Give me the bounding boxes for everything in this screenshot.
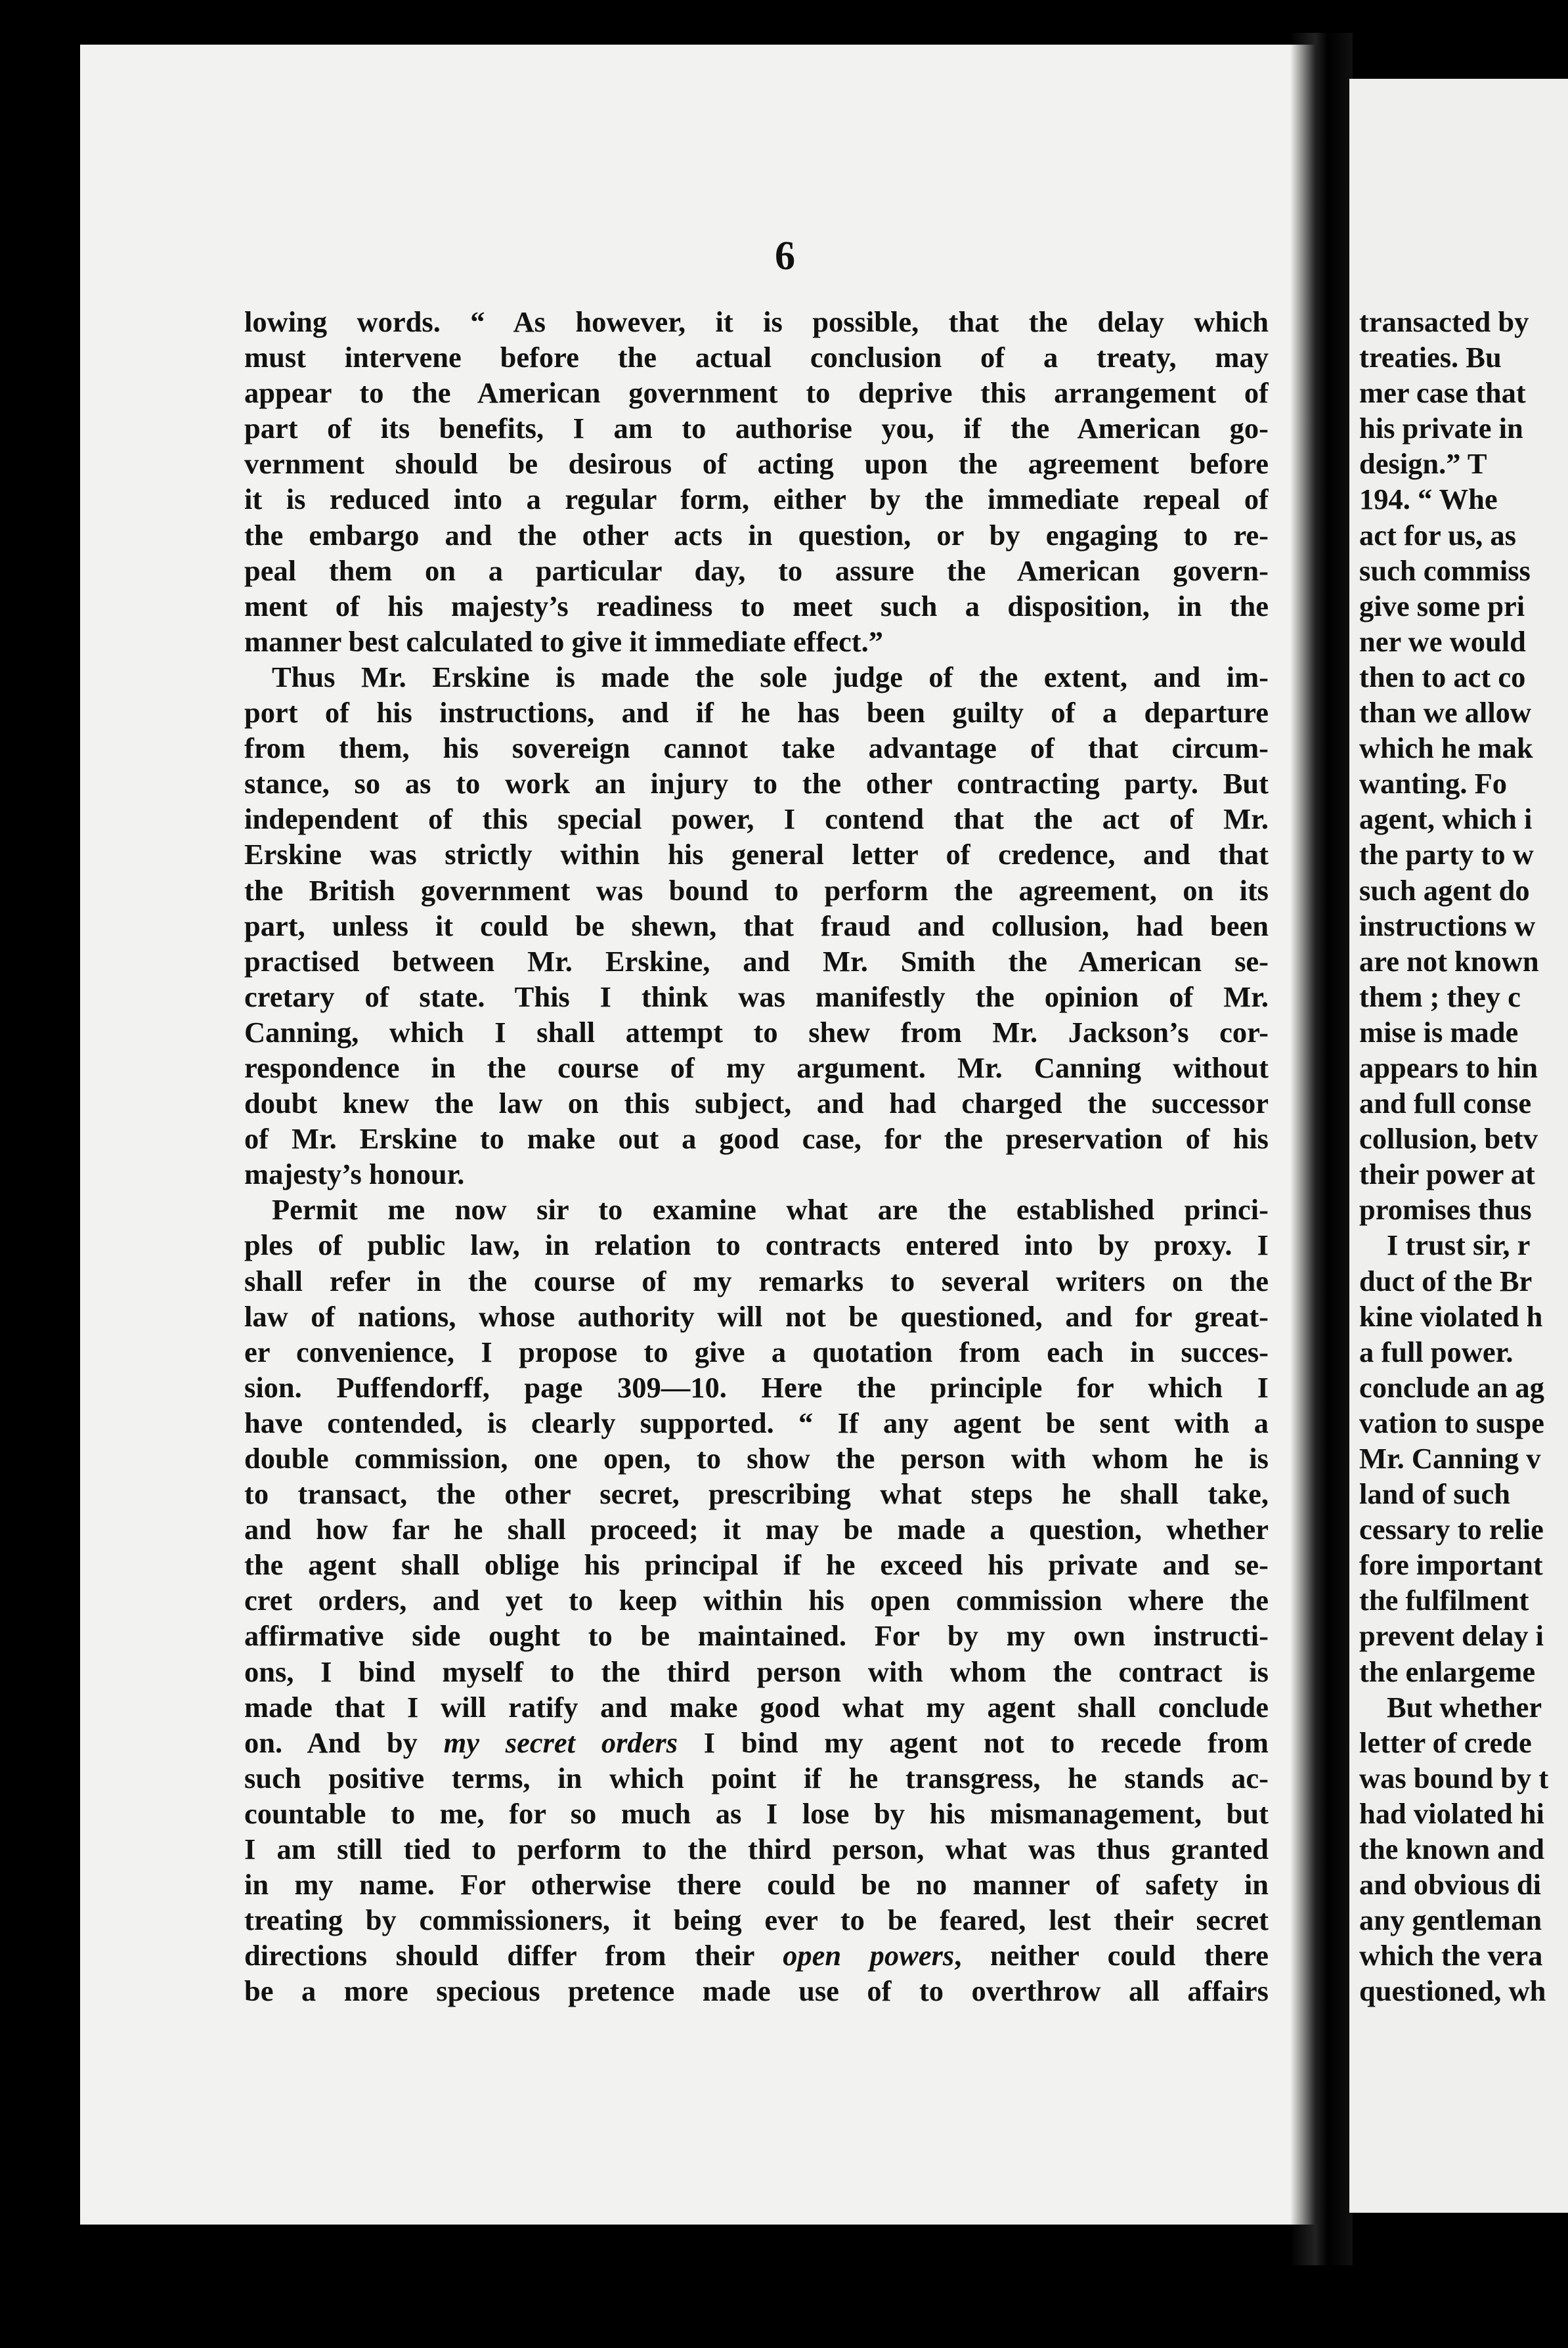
left-page-text-line: of Mr. Erskine to make out a good case, for the preservation of his xyxy=(244,1122,1269,1156)
right-page-text-line: ner we would xyxy=(1359,624,1526,658)
left-page-text-line: shall refer in the course of my remarks to several writers on the xyxy=(244,1264,1269,1297)
right-page-text-line: agent, which i xyxy=(1359,802,1533,836)
right-page-text-line: the fulfilment xyxy=(1359,1584,1529,1617)
left-page-text-line: Permit me now sir to examine what are the established princi- xyxy=(272,1193,1269,1227)
left-page-text-line: double commission, one open, to show the person with whom he is xyxy=(244,1442,1269,1475)
left-page-text-line: ons, I bind myself to the third person with whom the contract is xyxy=(244,1655,1269,1688)
left-page-text-line: Erskine was strictly within his general letter of credence, and that xyxy=(244,838,1269,871)
left-page-text-line: ment of his majesty’s readiness to meet such a disposition, in the xyxy=(244,589,1269,622)
left-page-text-line: and how far he shall proceed; it may be made a question, whether xyxy=(244,1513,1269,1546)
left-page-text-line: lowing words. “ As however, it is possible, that the delay which xyxy=(244,305,1269,338)
right-page-text-line: promises thus xyxy=(1359,1193,1532,1227)
left-page-text-line: it is reduced into a regular form, either by the immediate repeal of xyxy=(244,483,1269,516)
right-page-text-line: appears to hin xyxy=(1359,1051,1538,1084)
right-page-text-line: wanting. Fo xyxy=(1359,767,1507,800)
page-number: 6 xyxy=(775,234,795,278)
left-page-text-line: made that I will ratify and make good what my agent shall conclude xyxy=(244,1690,1269,1724)
right-page-text-line: cessary to relie xyxy=(1359,1513,1544,1546)
right-page-text-line: transacted by xyxy=(1359,305,1529,338)
left-page-text-line: the embargo and the other acts in question, or by engaging to re- xyxy=(244,518,1269,552)
right-page-text-line: instructions w xyxy=(1359,909,1536,942)
right-page-text-line: them ; they c xyxy=(1359,980,1521,1013)
left-page-text-line: I am still tied to perform to the third person, what was thus granted xyxy=(244,1833,1269,1866)
right-page-text-line: then to act co xyxy=(1359,660,1526,693)
right-page-text-line: and full conse xyxy=(1359,1087,1532,1120)
left-page-text-line: appear to the American government to deprive this arrangement of xyxy=(244,376,1269,410)
left-page-text-line: directions should differ from their open powers, neither could there xyxy=(244,1939,1269,1972)
right-page-text-line: had violated hi xyxy=(1359,1796,1544,1830)
left-page-text-line: on. And by my secret orders I bind my agent not to recede from xyxy=(244,1726,1269,1759)
right-page-text-line: questioned, wh xyxy=(1359,1974,1546,2008)
right-page-text-line: fore important xyxy=(1359,1548,1543,1582)
right-page-text-line: which the vera xyxy=(1359,1939,1543,1972)
left-page-text-line: in my name. For otherwise there could be no manner of safety in xyxy=(244,1868,1269,1902)
right-page-text-line: Mr. Canning v xyxy=(1359,1442,1541,1475)
left-page-text-line: countable to me, for so much as I lose by his mismanagement, but xyxy=(244,1796,1269,1830)
left-page-text-line: stance, so as to work an injury to the other contracting party. But xyxy=(244,767,1269,800)
left-page-text-line: cret orders, and yet to keep within his open commission where the xyxy=(244,1584,1269,1617)
left-page-text-line: respondence in the course of my argument. Mr. Canning without xyxy=(244,1051,1269,1084)
right-page-text-line: and obvious di xyxy=(1359,1868,1542,1902)
right-page-text-line: letter of crede xyxy=(1359,1726,1532,1759)
left-page-text-line: such positive terms, in which point if he transgress, he stands ac- xyxy=(244,1761,1269,1794)
left-page-text-line: er convenience, I propose to give a quotation from each in succes- xyxy=(244,1335,1269,1368)
right-page-text xyxy=(1359,304,1568,2009)
left-page-text-line: part, unless it could be shewn, that fraud and collusion, had been xyxy=(244,909,1269,942)
right-page-text-line: his private in xyxy=(1359,412,1523,445)
left-page-text-line: have contended, is clearly supported. “ If any agent be sent with a xyxy=(244,1406,1269,1439)
right-page-text-line: such commiss xyxy=(1359,554,1531,587)
right-page-text-line: 194. “ Whe xyxy=(1359,483,1498,516)
right-page-text-line: any gentleman xyxy=(1359,1903,1542,1937)
right-page-text-line: their power at xyxy=(1359,1158,1535,1191)
left-page-text-line: Canning, which I shall attempt to shew from Mr. Jackson’s cor- xyxy=(244,1015,1269,1049)
right-page-text-line: vation to suspe xyxy=(1359,1406,1544,1439)
left-page-text-line: Thus Mr. Erskine is made the sole judge of the extent, and im- xyxy=(272,660,1269,693)
right-page-text-line: which he mak xyxy=(1359,731,1533,765)
left-page-text-line: be a more specious pretence made use of to overthrow all affairs xyxy=(244,1974,1269,2008)
left-page-text-line: the agent shall oblige his principal if he exceed his private and se- xyxy=(244,1548,1269,1582)
left-page-text-line: part of its benefits, I am to authorise you, if the American go- xyxy=(244,412,1269,445)
right-page-text-line: was bound by t xyxy=(1359,1761,1549,1794)
left-page-text-line: doubt knew the law on this subject, and had charged the successor xyxy=(244,1087,1269,1120)
left-page-text-line: to transact, the other secret, prescribing what steps he shall take, xyxy=(244,1477,1269,1511)
right-page-text-line: are not known xyxy=(1359,944,1539,978)
left-page-text-line: majesty’s honour. xyxy=(244,1158,465,1191)
right-page-text-line: I trust sir, r xyxy=(1387,1228,1531,1262)
left-page-text-line: peal them on a particular day, to assure the American govern- xyxy=(244,554,1269,587)
left-page-text-line: sion. Puffendorff, page 309—10. Here the principle for which I xyxy=(244,1370,1269,1404)
right-page-text-line: than we allow xyxy=(1359,696,1532,729)
right-page-text-line: design.” T xyxy=(1359,447,1487,481)
left-page-text-line: must intervene before the actual conclusion of a treaty, may xyxy=(244,341,1269,374)
right-page-text-line: such agent do xyxy=(1359,873,1530,907)
right-page-text-line: treaties. Bu xyxy=(1359,341,1502,374)
left-page-text-line: cretary of state. This I think was manifestly the opinion of Mr. xyxy=(244,980,1269,1013)
right-page-text-line: the enlargeme xyxy=(1359,1655,1536,1688)
left-page-text-line: from them, his sovereign cannot take advantage of that circum- xyxy=(244,731,1269,765)
right-page-text-line: give some pri xyxy=(1359,589,1525,622)
right-page-text-line: land of such xyxy=(1359,1477,1510,1511)
left-page-text-line: the British government was bound to perform the agreement, on its xyxy=(244,873,1269,907)
left-page-text-line: manner best calculated to give it immediate effect.” xyxy=(244,624,883,658)
right-page-text-line: the known and xyxy=(1359,1833,1544,1866)
left-page-text-line: ples of public law, in relation to contracts entered into by proxy. I xyxy=(244,1228,1269,1262)
right-page-text-line: duct of the Br xyxy=(1359,1264,1533,1297)
right-page-text-line: But whether xyxy=(1387,1690,1542,1724)
right-page-text-line: mise is made xyxy=(1359,1015,1519,1049)
left-page-text-line: treating by commissioners, it being ever to be feared, lest their secret xyxy=(244,1903,1269,1937)
left-page-text-line: practised between Mr. Erskine, and Mr. Smith the American se- xyxy=(244,944,1269,978)
left-page-text-line: law of nations, whose authority will not be questioned, and for great- xyxy=(244,1299,1269,1333)
left-page-text xyxy=(244,304,1269,2009)
right-page-text-line: a full power. xyxy=(1359,1335,1514,1368)
right-page-text-line: kine violated h xyxy=(1359,1299,1543,1333)
right-page-text-line: the party to w xyxy=(1359,838,1534,871)
left-page-text-line: affirmative side ought to be maintained. For by my own instructi- xyxy=(244,1619,1269,1653)
left-page-text-line: independent of this special power, I contend that the act of Mr. xyxy=(244,802,1269,836)
right-page-text-line: act for us, as xyxy=(1359,518,1516,552)
book-gutter xyxy=(1290,33,1353,2265)
right-page-text-line: mer case that xyxy=(1359,376,1526,410)
right-page-text-line: collusion, betv xyxy=(1359,1122,1538,1156)
right-page-text-line: prevent delay i xyxy=(1359,1619,1544,1653)
left-page-text-line: port of his instructions, and if he has been guilty of a departure xyxy=(244,696,1269,729)
left-page-text-line: vernment should be desirous of acting upon the agreement before xyxy=(244,447,1269,481)
right-page-text-line: conclude an ag xyxy=(1359,1370,1544,1404)
